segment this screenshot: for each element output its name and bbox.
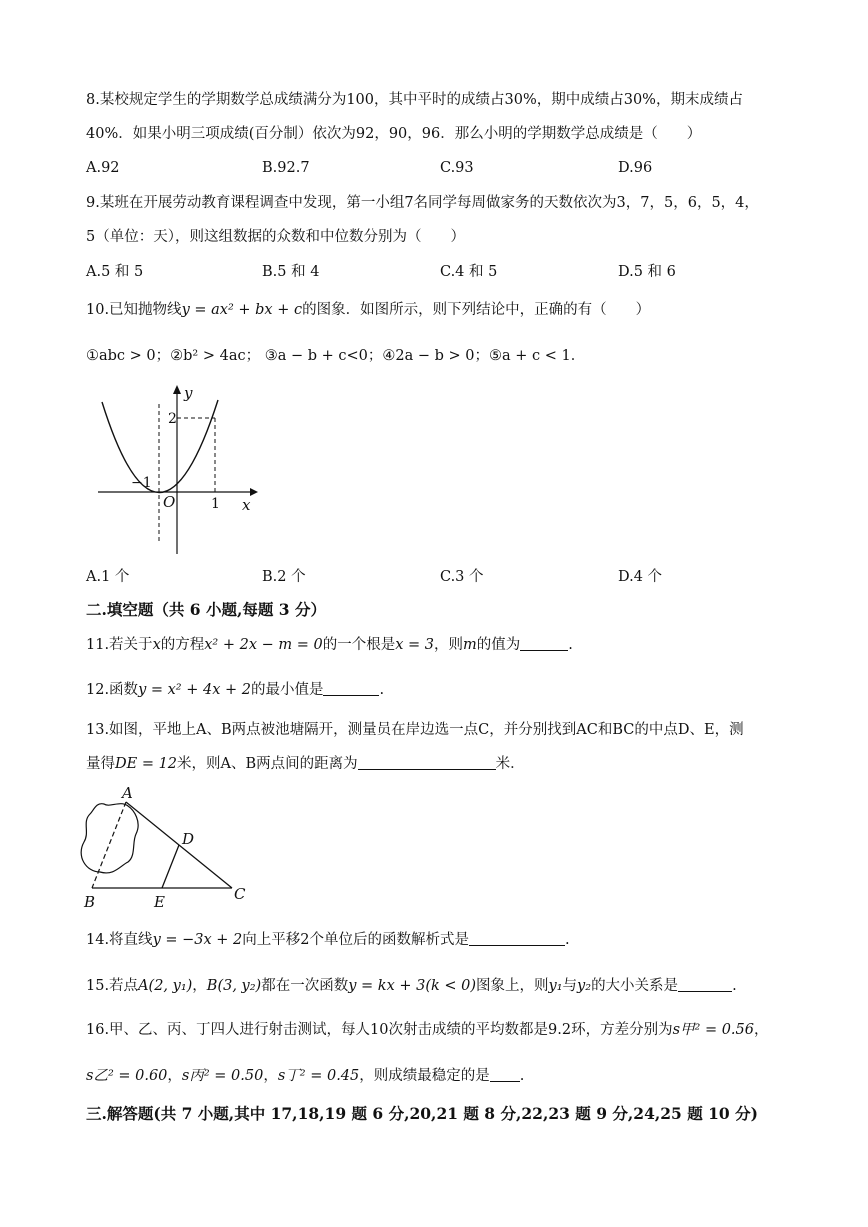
origin-label: O [163, 493, 176, 511]
q11-text-a: 11.若关于 [86, 637, 153, 653]
x-axis-arrow [250, 488, 258, 496]
q16-line2: s乙² = 0.60，s丙² = 0.50，s丁² = 0.45，则成绩最稳定的是 . [86, 1068, 525, 1084]
point-a-label: A [122, 784, 133, 802]
q11-answer-blank[interactable] [520, 636, 568, 651]
q15-text-a: 15.若点 [86, 978, 139, 994]
q13-pond-triangle-diagram [70, 780, 260, 910]
q16-line1: 16.甲、乙、丙、丁四人进行射击测试，每人10次射击成绩的平均数都是9.2环，方差分别为s甲² = 0.56， [86, 1022, 769, 1038]
x-value-neg-one-label: −1 [131, 475, 152, 491]
y-axis-label: y [184, 384, 193, 402]
q16-end: . [519, 1068, 525, 1084]
section-2-heading: 二.填空题（共 6 小题,每题 3 分） [86, 600, 326, 619]
q11-root: x = 3 [395, 637, 435, 653]
q10-option-d: D.4 个 [618, 569, 663, 585]
q11-var-x: x [152, 637, 161, 653]
q16-text-end: ，则成绩最稳定的是 [359, 1068, 490, 1084]
q11-end: . [568, 637, 573, 653]
q15-text-e: 的大小关系是 [591, 978, 679, 994]
q15-point-a: A(2, y₁) [138, 978, 193, 994]
q8-option-a: A.92 [86, 160, 120, 176]
q14-end: . [565, 932, 570, 948]
segment-ab-dashed [92, 802, 126, 888]
q15-separator: ， [192, 978, 207, 994]
point-b-label: B [84, 893, 96, 910]
q12 [86, 680, 384, 700]
q15-point-b: B(3, y₂) [206, 978, 262, 994]
q13-line1: 13.如图，平地上A、B两点被池塘隔开，测量员在岸边选一点C，并分别找到AC和BC的中点D、E，测 [86, 722, 744, 738]
q15-y1: y₁ [548, 978, 563, 994]
x-axis-label: x [242, 496, 251, 514]
q10-parabola-graph [92, 380, 262, 560]
q9-option-c: C.4 和 5 [440, 264, 498, 280]
q15-y2: y₂ [577, 978, 592, 994]
q9-line1: 9.某班在开展劳动教育课程调查中发现，第一小组7名同学每周做家务的天数依次为3，7，5，6，5，4， [86, 195, 759, 211]
q12-function: y = x² + 4x + 2 [138, 682, 251, 698]
q11-text-e: 的值为 [476, 637, 521, 653]
q15-function: y = kx + 3(k < 0) [348, 978, 477, 994]
q14-text-b: 向上平移2个单位后的函数解析式是 [242, 932, 470, 948]
point-c-label: C [234, 885, 246, 903]
q12-text-a: 12.函数 [86, 682, 139, 698]
q10-option-b: B.2 个 [262, 569, 306, 585]
q12-end: . [379, 682, 385, 698]
q13-de-value: DE = 12 [115, 756, 178, 772]
q10-formula: y = ax² + bx + c [181, 302, 303, 318]
q13-text-c: 米． [495, 756, 525, 772]
q9-option-a: A.5 和 5 [86, 264, 144, 280]
q13-text-b: 米，则A、B两点间的距离为 [177, 756, 358, 772]
q16-text: 16.甲、乙、丙、丁四人进行射击测试，每人10次射击成绩的平均数都是9.2环，方差分别为 [86, 1022, 673, 1038]
q11-var-m: m [463, 637, 477, 653]
q12-answer-blank[interactable] [323, 681, 379, 696]
q11-text-b: 的方程 [160, 637, 205, 653]
q11 [86, 635, 573, 655]
q10-option-c: C.3 个 [440, 569, 484, 585]
q15 [86, 976, 737, 996]
q10-suffix: 的图象．如图所示，则下列结论中，正确的有（ ） [302, 302, 651, 318]
q13-line2 [86, 754, 525, 774]
q14 [86, 930, 570, 950]
q15-text-d: 与 [562, 978, 578, 994]
q8-option-c: C.93 [440, 160, 474, 176]
q13-answer-blank[interactable] [358, 755, 496, 770]
q16-variance-yi: s乙² = 0.60 [86, 1068, 168, 1084]
q10-option-a: A.1 个 [86, 569, 130, 585]
q14-answer-blank[interactable] [469, 931, 565, 946]
q14-text-a: 14.将直线 [86, 932, 153, 948]
y-axis-arrow [173, 385, 181, 394]
q9-option-b: B.5 和 4 [262, 264, 320, 280]
section-3-heading: 三.解答题(共 7 小题,其中 17,18,19 题 6 分,20,21 题 8 分,22,23 题 9 分,24,25 题 10 分) [86, 1104, 758, 1123]
point-e-label: E [154, 893, 165, 910]
q15-answer-blank[interactable] [678, 977, 732, 992]
segment-de [162, 845, 179, 888]
q9-line2: 5（单位：天），则这组数据的众数和中位数分别为（ ） [86, 229, 465, 245]
q15-text-b: 都在一次函数 [261, 978, 349, 994]
q16-variance-jia: s甲² = 0.56 [672, 1022, 754, 1038]
q11-equation: x² + 2x − m = 0 [204, 637, 323, 653]
q12-text-b: 的最小值是 [250, 682, 324, 698]
q13-text-a: 量得 [86, 756, 115, 772]
q10-stem [86, 300, 650, 320]
q10-prefix: 10.已知抛物线 [86, 302, 182, 318]
parabola-curve [102, 400, 218, 493]
q11-text-d: ，则 [434, 637, 464, 653]
q16-variance-ding: s丁² = 0.45 [277, 1068, 360, 1084]
q8-option-d: D.96 [618, 160, 653, 176]
x-value-one-label: 1 [211, 496, 220, 512]
q8-line2: 40%．如果小明三项成绩(百分制）依次为92，90，96．那么小明的学期数学总成绩是（ ） [86, 126, 702, 142]
q15-text-c: 图象上，则 [476, 978, 549, 994]
q8-option-b: B.92.7 [262, 160, 310, 176]
q16-variance-bing: s丙² = 0.50 [181, 1068, 264, 1084]
q10-conditions: ①abc > 0；②b² > 4ac； ③a − b + c<0；④2a − b > 0；⑤a + c < 1． [86, 348, 586, 364]
y-value-two-label: 2 [168, 411, 177, 427]
pond-outline [81, 804, 138, 873]
q16-answer-blank[interactable] [490, 1067, 520, 1082]
q11-text-c: 的一个根是 [322, 637, 396, 653]
q8-line1: 8.某校规定学生的学期数学总成绩满分为100，其中平时的成绩占30%，期中成绩占30%，期末成绩占 [86, 92, 743, 108]
point-d-label: D [182, 830, 195, 848]
q14-line-equation: y = −3x + 2 [152, 932, 243, 948]
q15-end: . [732, 978, 737, 994]
q9-option-d: D.5 和 6 [618, 264, 676, 280]
